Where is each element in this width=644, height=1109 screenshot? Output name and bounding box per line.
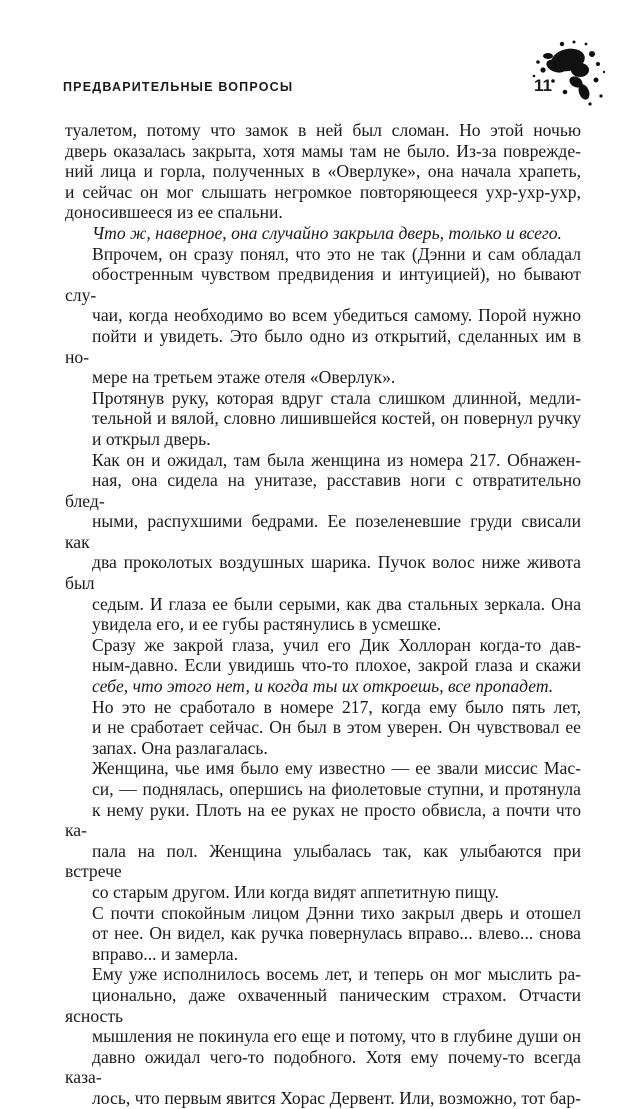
paragraph	[65, 697, 581, 759]
text-line: лось, что первым явится Хорас Дервент. Или, возможно, тот бар-	[92, 1087, 581, 1108]
text-line: и не сработает сейчас. Он был в этом уверен. Он чувствовал ее	[92, 717, 581, 738]
text-line: ными, распухшими бедрами. Ее позеленевшие груди свисали как	[65, 511, 581, 552]
body-text	[65, 120, 581, 1109]
text-line: и сейчас он мог слышать негромкое повторяющееся ухр-ухр-ухр,	[65, 181, 581, 202]
paragraph	[65, 223, 581, 244]
text-line: дверь оказалась закрыта, хотя мамы там не было. Из-за поврежде-	[65, 140, 581, 161]
text-line: Сразу же закрой глаза, учил его Дик Холлоран когда-то дав-	[92, 634, 581, 655]
paragraph	[65, 758, 581, 902]
text-line: вправо... и замерла.	[92, 943, 238, 964]
paragraph	[65, 964, 581, 1108]
text-line: Как он и ожидал, там была женщина из номера 217. Обнажен-	[92, 449, 581, 470]
text-line: туалетом, потому что замок в ней был сломан. Но этой ночью	[65, 120, 581, 140]
text-line: С почти спокойным лицом Дэнни тихо закрыл дверь и отошел	[92, 902, 581, 923]
page-number: 11	[534, 76, 552, 95]
text-line: чаи, когда необходимо во всем убедиться самому. Порой нужно	[92, 305, 581, 326]
text-line: к нему руки. Плоть на ее руках не просто обвисла, а почти что ка-	[65, 799, 581, 841]
text-line: от нее. Он видел, как ручка повернулась вправо... влево... снова	[92, 923, 581, 944]
text-line: пала на пол. Женщина улыбалась так, как улыбаются при встрече	[65, 840, 581, 882]
paragraph	[65, 903, 581, 965]
text-line: и открыл дверь.	[92, 428, 211, 449]
text-line: Впрочем, он сразу понял, что это не так (Дэнни и сам обладал	[92, 243, 581, 264]
running-head: ПРЕДВАРИТЕЛЬНЫЕ ВОПРОСЫ	[63, 80, 294, 94]
paragraph	[65, 388, 581, 450]
text-line: давно ожидал чего-то подобного. Хотя ему почему-то всегда каза-	[65, 1046, 581, 1088]
text-line: Но это не сработало в номере 217, когда ему было пять лет,	[92, 696, 581, 717]
text-line: ционально, даже охваченный паническим страхом. Отчасти ясность	[65, 984, 581, 1026]
text-line: пойти и увидеть. Это было одно из открытий, сделанных им в но-	[65, 325, 581, 367]
text-line: Протянув руку, которая вдруг стала слишком длинной, медли-	[92, 387, 581, 408]
paragraph	[65, 635, 581, 697]
text-line: себе, что этого нет, и когда ты их откроешь, все пропадет.	[92, 676, 554, 697]
text-line: со старым другом. Или когда видят аппетитную пищу.	[92, 881, 499, 902]
text-line: мышления не покинула его еще и потому, что в глубине души он	[92, 1026, 581, 1047]
text-line: Ему уже исполнилось восемь лет, и теперь он мог мыслить ра-	[92, 964, 581, 985]
text-line: запах. Она разлагалась.	[92, 737, 268, 758]
text-line: Женщина, чье имя было ему известно — ее звали миссис Мас-	[92, 758, 581, 779]
text-line: ным-давно. Если увидишь что-то плохое, закрой глаза и скажи	[92, 655, 581, 676]
paragraph	[65, 244, 581, 388]
text-line: увидела его, и ее губы растянулись в усмешке.	[92, 614, 442, 635]
text-line: ная, она сидела на унитазе, расставив ноги с отвратительно блед-	[65, 470, 581, 511]
text-line: си, — поднялась, опершись на фиолетовые ступни, и протянула	[92, 779, 581, 799]
text-line: седым. И глаза ее были серыми, как два стальных зеркала. Она	[92, 593, 581, 614]
text-line: Что ж, наверное, она случайно закрыла дверь, только и всего.	[92, 222, 562, 243]
text-line: мере на третьем этаже отеля «Оверлук».	[92, 367, 396, 388]
text-line: обостренным чувством предвидения и интуицией), но бывают слу-	[65, 264, 581, 305]
text-line: два проколотых воздушных шарика. Пучок волос ниже живота был	[65, 552, 581, 594]
ink-splatter-icon	[518, 36, 606, 110]
paragraph	[65, 120, 581, 223]
text-line: ний лица и горла, полученных в «Оверлуке», она начала храпеть,	[65, 161, 581, 182]
text-line: тельной и вялой, словно лишившейся костей, он повернул ручку	[92, 408, 581, 429]
text-line: доносившееся из ее спальни.	[65, 202, 283, 223]
paragraph	[65, 450, 581, 635]
